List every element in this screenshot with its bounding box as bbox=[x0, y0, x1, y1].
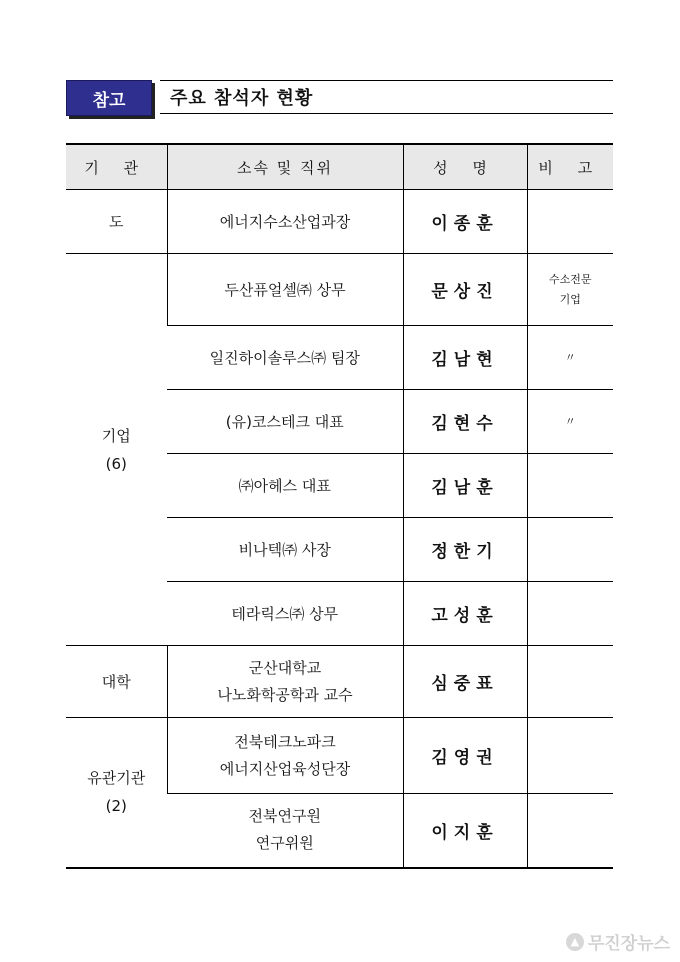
position-line: 에너지산업육성단장 bbox=[219, 759, 351, 778]
position-cell: 테라릭스㈜ 상무 bbox=[167, 582, 403, 646]
note-cell bbox=[527, 646, 613, 718]
note-cell bbox=[527, 718, 613, 794]
name-cell: 정한기 bbox=[403, 518, 527, 582]
page-title: 주요 참석자 현황 bbox=[160, 80, 613, 114]
table-row bbox=[66, 718, 613, 794]
note-line: 수소전문 bbox=[548, 272, 592, 286]
position-line: 연구위원 bbox=[255, 834, 314, 853]
column-header-position: 소속 및 직위 bbox=[167, 144, 403, 190]
position-line: 군산대학교 bbox=[248, 658, 322, 677]
column-header-note: 비 고 bbox=[527, 144, 613, 190]
position-line: 전북테크노파크 bbox=[234, 732, 336, 751]
note-line: 기업 bbox=[559, 292, 581, 306]
position-cell bbox=[167, 794, 403, 868]
position-cell: 두산퓨얼셀㈜ 상무 bbox=[167, 254, 403, 326]
agency-count: (6) bbox=[105, 454, 127, 473]
position-cell: ㈜아헤스 대표 bbox=[167, 454, 403, 518]
name-cell: 이종훈 bbox=[403, 190, 527, 254]
position-line: 전북연구원 bbox=[248, 807, 321, 826]
table-header-row bbox=[66, 144, 613, 190]
name-cell: 김남훈 bbox=[403, 454, 527, 518]
agency-cell: 대학 bbox=[66, 646, 167, 718]
position-cell: (유)코스테크 대표 bbox=[167, 390, 403, 454]
note-cell bbox=[527, 254, 613, 326]
name-cell: 고성훈 bbox=[403, 582, 527, 646]
mountain-logo-icon: ▲ bbox=[566, 933, 584, 951]
attendee-table bbox=[66, 143, 613, 869]
column-header-agency: 기 관 bbox=[66, 144, 167, 190]
table-row bbox=[66, 190, 613, 254]
name-cell: 김영권 bbox=[403, 718, 527, 794]
name-cell: 이지훈 bbox=[403, 794, 527, 868]
note-cell bbox=[527, 582, 613, 646]
name-cell: 김남현 bbox=[403, 326, 527, 390]
position-cell bbox=[167, 718, 403, 794]
agency-label: 기업 bbox=[101, 426, 131, 445]
watermark bbox=[566, 929, 670, 954]
name-cell: 문상진 bbox=[403, 254, 527, 326]
agency-cell bbox=[66, 254, 167, 646]
note-cell: 〃 bbox=[527, 390, 613, 454]
watermark-text: 무진장뉴스 bbox=[587, 934, 670, 954]
column-header-name: 성 명 bbox=[403, 144, 527, 190]
note-cell bbox=[527, 454, 613, 518]
note-cell: 〃 bbox=[527, 326, 613, 390]
name-cell: 김현수 bbox=[403, 390, 527, 454]
note-cell bbox=[527, 190, 613, 254]
agency-cell: 도 bbox=[66, 190, 167, 254]
agency-label: 유관기관 bbox=[87, 769, 146, 788]
position-cell: 에너지수소산업과장 bbox=[167, 190, 403, 254]
agency-cell bbox=[66, 718, 167, 868]
name-cell: 심중표 bbox=[403, 646, 527, 718]
position-cell: 일진하이솔루스㈜ 팀장 bbox=[167, 326, 403, 390]
note-cell bbox=[527, 518, 613, 582]
position-cell bbox=[167, 646, 403, 718]
table-row bbox=[66, 254, 613, 326]
agency-count: (2) bbox=[105, 797, 127, 816]
note-cell bbox=[527, 794, 613, 868]
position-cell: 비나텍㈜ 사장 bbox=[167, 518, 403, 582]
reference-badge: 참고 bbox=[66, 80, 152, 116]
position-line: 나노화학공학과 교수 bbox=[217, 685, 353, 704]
section-header bbox=[66, 80, 613, 116]
table-row bbox=[66, 646, 613, 718]
